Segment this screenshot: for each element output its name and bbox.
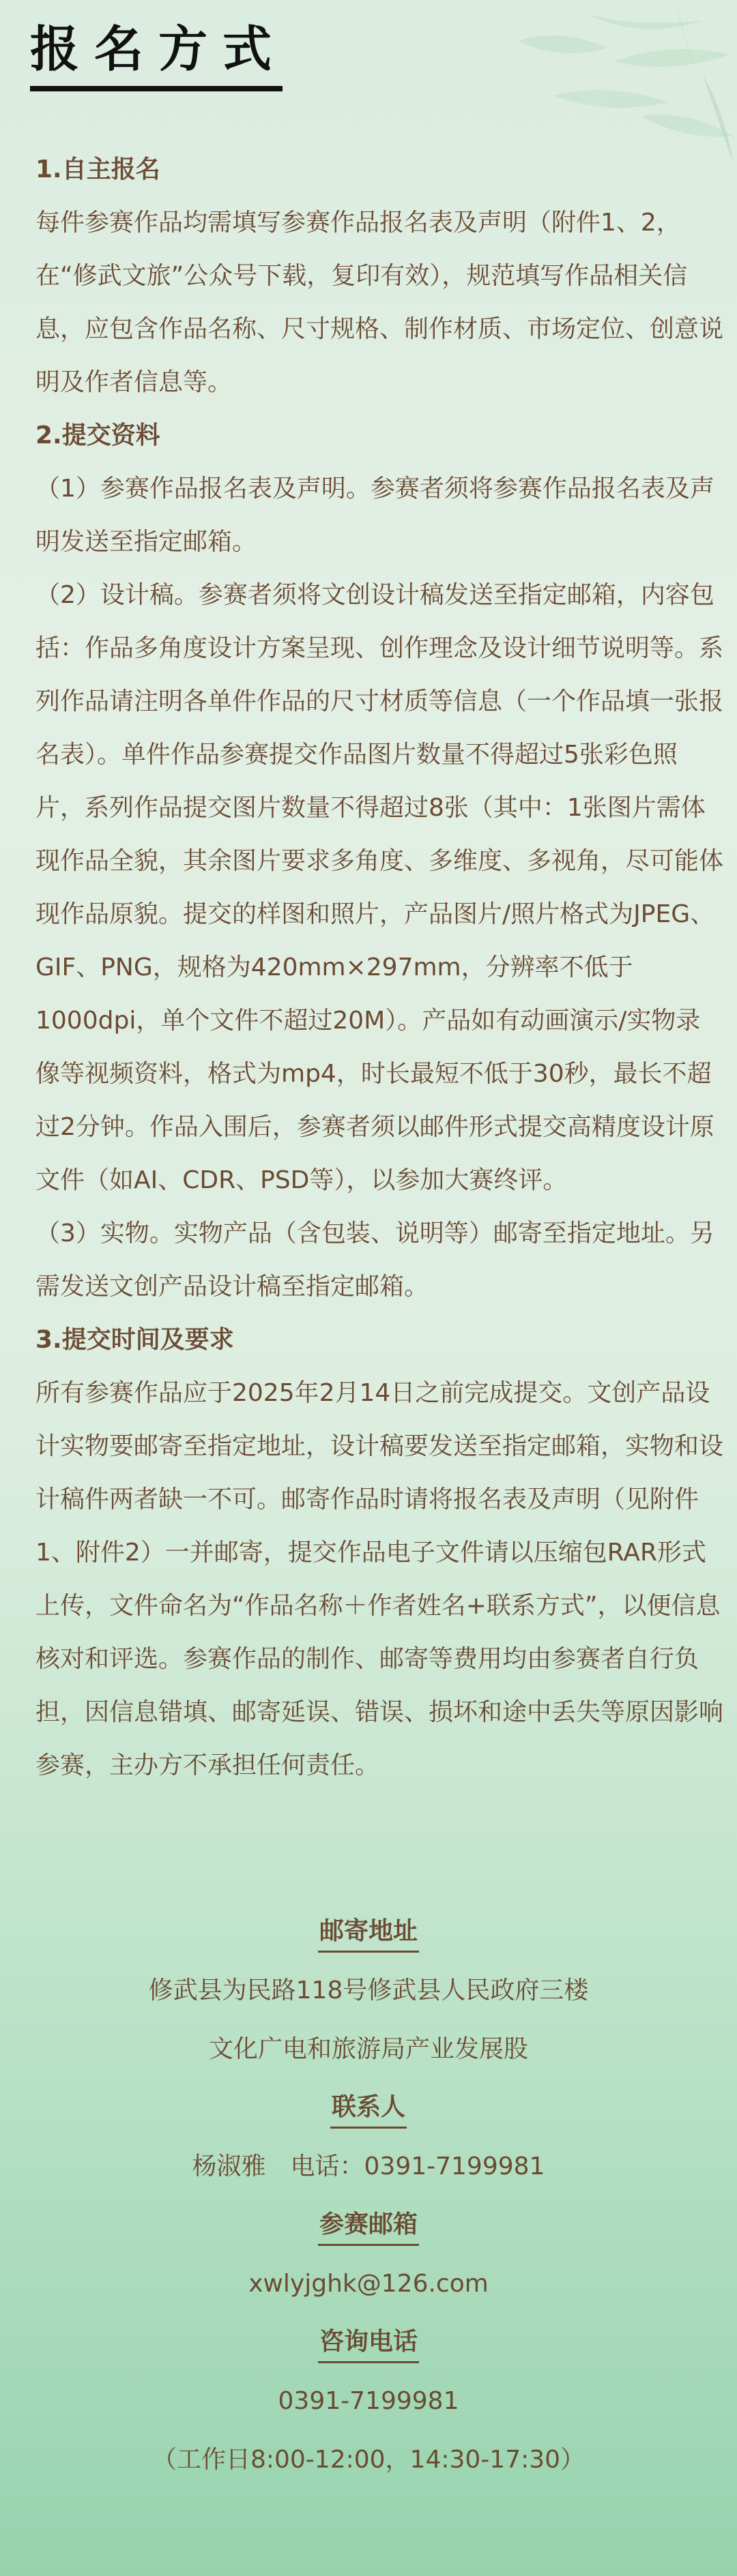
section-self-registration bbox=[35, 143, 725, 409]
phone-number[interactable]: 0391-7199981 bbox=[278, 2387, 459, 2415]
email-address[interactable]: xwlyjghk@126.com bbox=[248, 2270, 489, 2298]
page-title: 报名方式 bbox=[30, 20, 287, 78]
address-heading: 邮寄地址 bbox=[318, 1912, 419, 1953]
section-paragraph: （2）设计稿。参赛者须将文创设计稿发送至指定邮箱，内容包括：作品多角度设计方案呈现、创作理念及设计细节说明等。系列作品请注明各单件作品的尺寸材质等信息（一个作品填一张报名表）。单件作品参赛提交作品图片数量不得超过5张彩色照片，系列作品提交图片数量不得超过8张（其中：1张图片需体现作品全貌，其余图片要求多角度、多维度、多视角，尽可能体现作品原貌。提交的样图和照片，产品图片/照片格式为JPEG、GIF、PNG，规格为420mm×297mm，分辨率不低于1000dpi，单个文件不超过20M）。产品如有动画演示/实物录像等视频资料，格式为mp4，时长最短不低于30秒，最长不超过2分钟。作品入围后，参赛者须以邮件形式提交高精度设计原文件（如AI、CDR、PSD等），以参加大赛终评。 bbox=[35, 581, 724, 1194]
office-hours: （工作日8:00-12:00，14:30-17:30） bbox=[151, 2446, 586, 2474]
section-paragraph: 每件参赛作品均需填写参赛作品报名表及声明（附件1、2，在“修武文旅”公众号下载，复印有效），规范填写作品相关信息，应包含作品名称、尺寸规格、制作材质、市场定位、创意说明及作者信息等。 bbox=[35, 209, 724, 396]
main-content bbox=[35, 143, 725, 1792]
section-heading: 3.提交时间及要求 bbox=[35, 1326, 234, 1354]
title-underline bbox=[30, 86, 283, 91]
section-heading: 2.提交资料 bbox=[35, 421, 160, 449]
section-paragraph: （3）实物。实物产品（含包装、说明等）邮寄至指定地址。另需发送文创产品设计稿至指定邮箱。 bbox=[35, 1219, 714, 1301]
section-submission-materials bbox=[35, 409, 725, 1314]
email-heading: 参赛邮箱 bbox=[318, 2206, 419, 2246]
section-paragraph: 所有参赛作品应于2025年2月14日之前完成提交。文创产品设计实物要邮寄至指定地址，设计稿要发送至指定邮箱，实物和设计稿件两者缺一不可。邮寄作品时请将报名表及声明（见附件1、附件2）一并邮寄，提交作品电子文件请以压缩包RAR形式上传，文件命名为“作品名称＋作者姓名+联系方式”，以便信息核对和评选。参赛作品的制作、邮寄等费用均由参赛者自行负担，因信息错填、邮寄延误、错误、损坏和途中丢失等原因影响参赛，主办方不承担任何责任。 bbox=[35, 1379, 724, 1779]
contact-person-line: 杨淑雅 电话：0391-7199981 bbox=[192, 2152, 545, 2180]
contact-person-heading: 联系人 bbox=[330, 2088, 407, 2129]
address-line-1: 修武县为民路118号修武县人民政府三楼 bbox=[148, 1977, 589, 2004]
phone-heading: 咨询电话 bbox=[318, 2323, 419, 2363]
contact-block bbox=[0, 1903, 737, 2489]
page-header bbox=[30, 20, 287, 91]
address-line-2: 文化广电和旅游局产业发展股 bbox=[208, 2035, 528, 2063]
section-paragraph: （1）参赛作品报名表及声明。参赛者须将参赛作品报名表及声明发送至指定邮箱。 bbox=[35, 475, 714, 556]
section-submission-time bbox=[35, 1314, 725, 1792]
section-heading: 1.自主报名 bbox=[35, 156, 160, 183]
